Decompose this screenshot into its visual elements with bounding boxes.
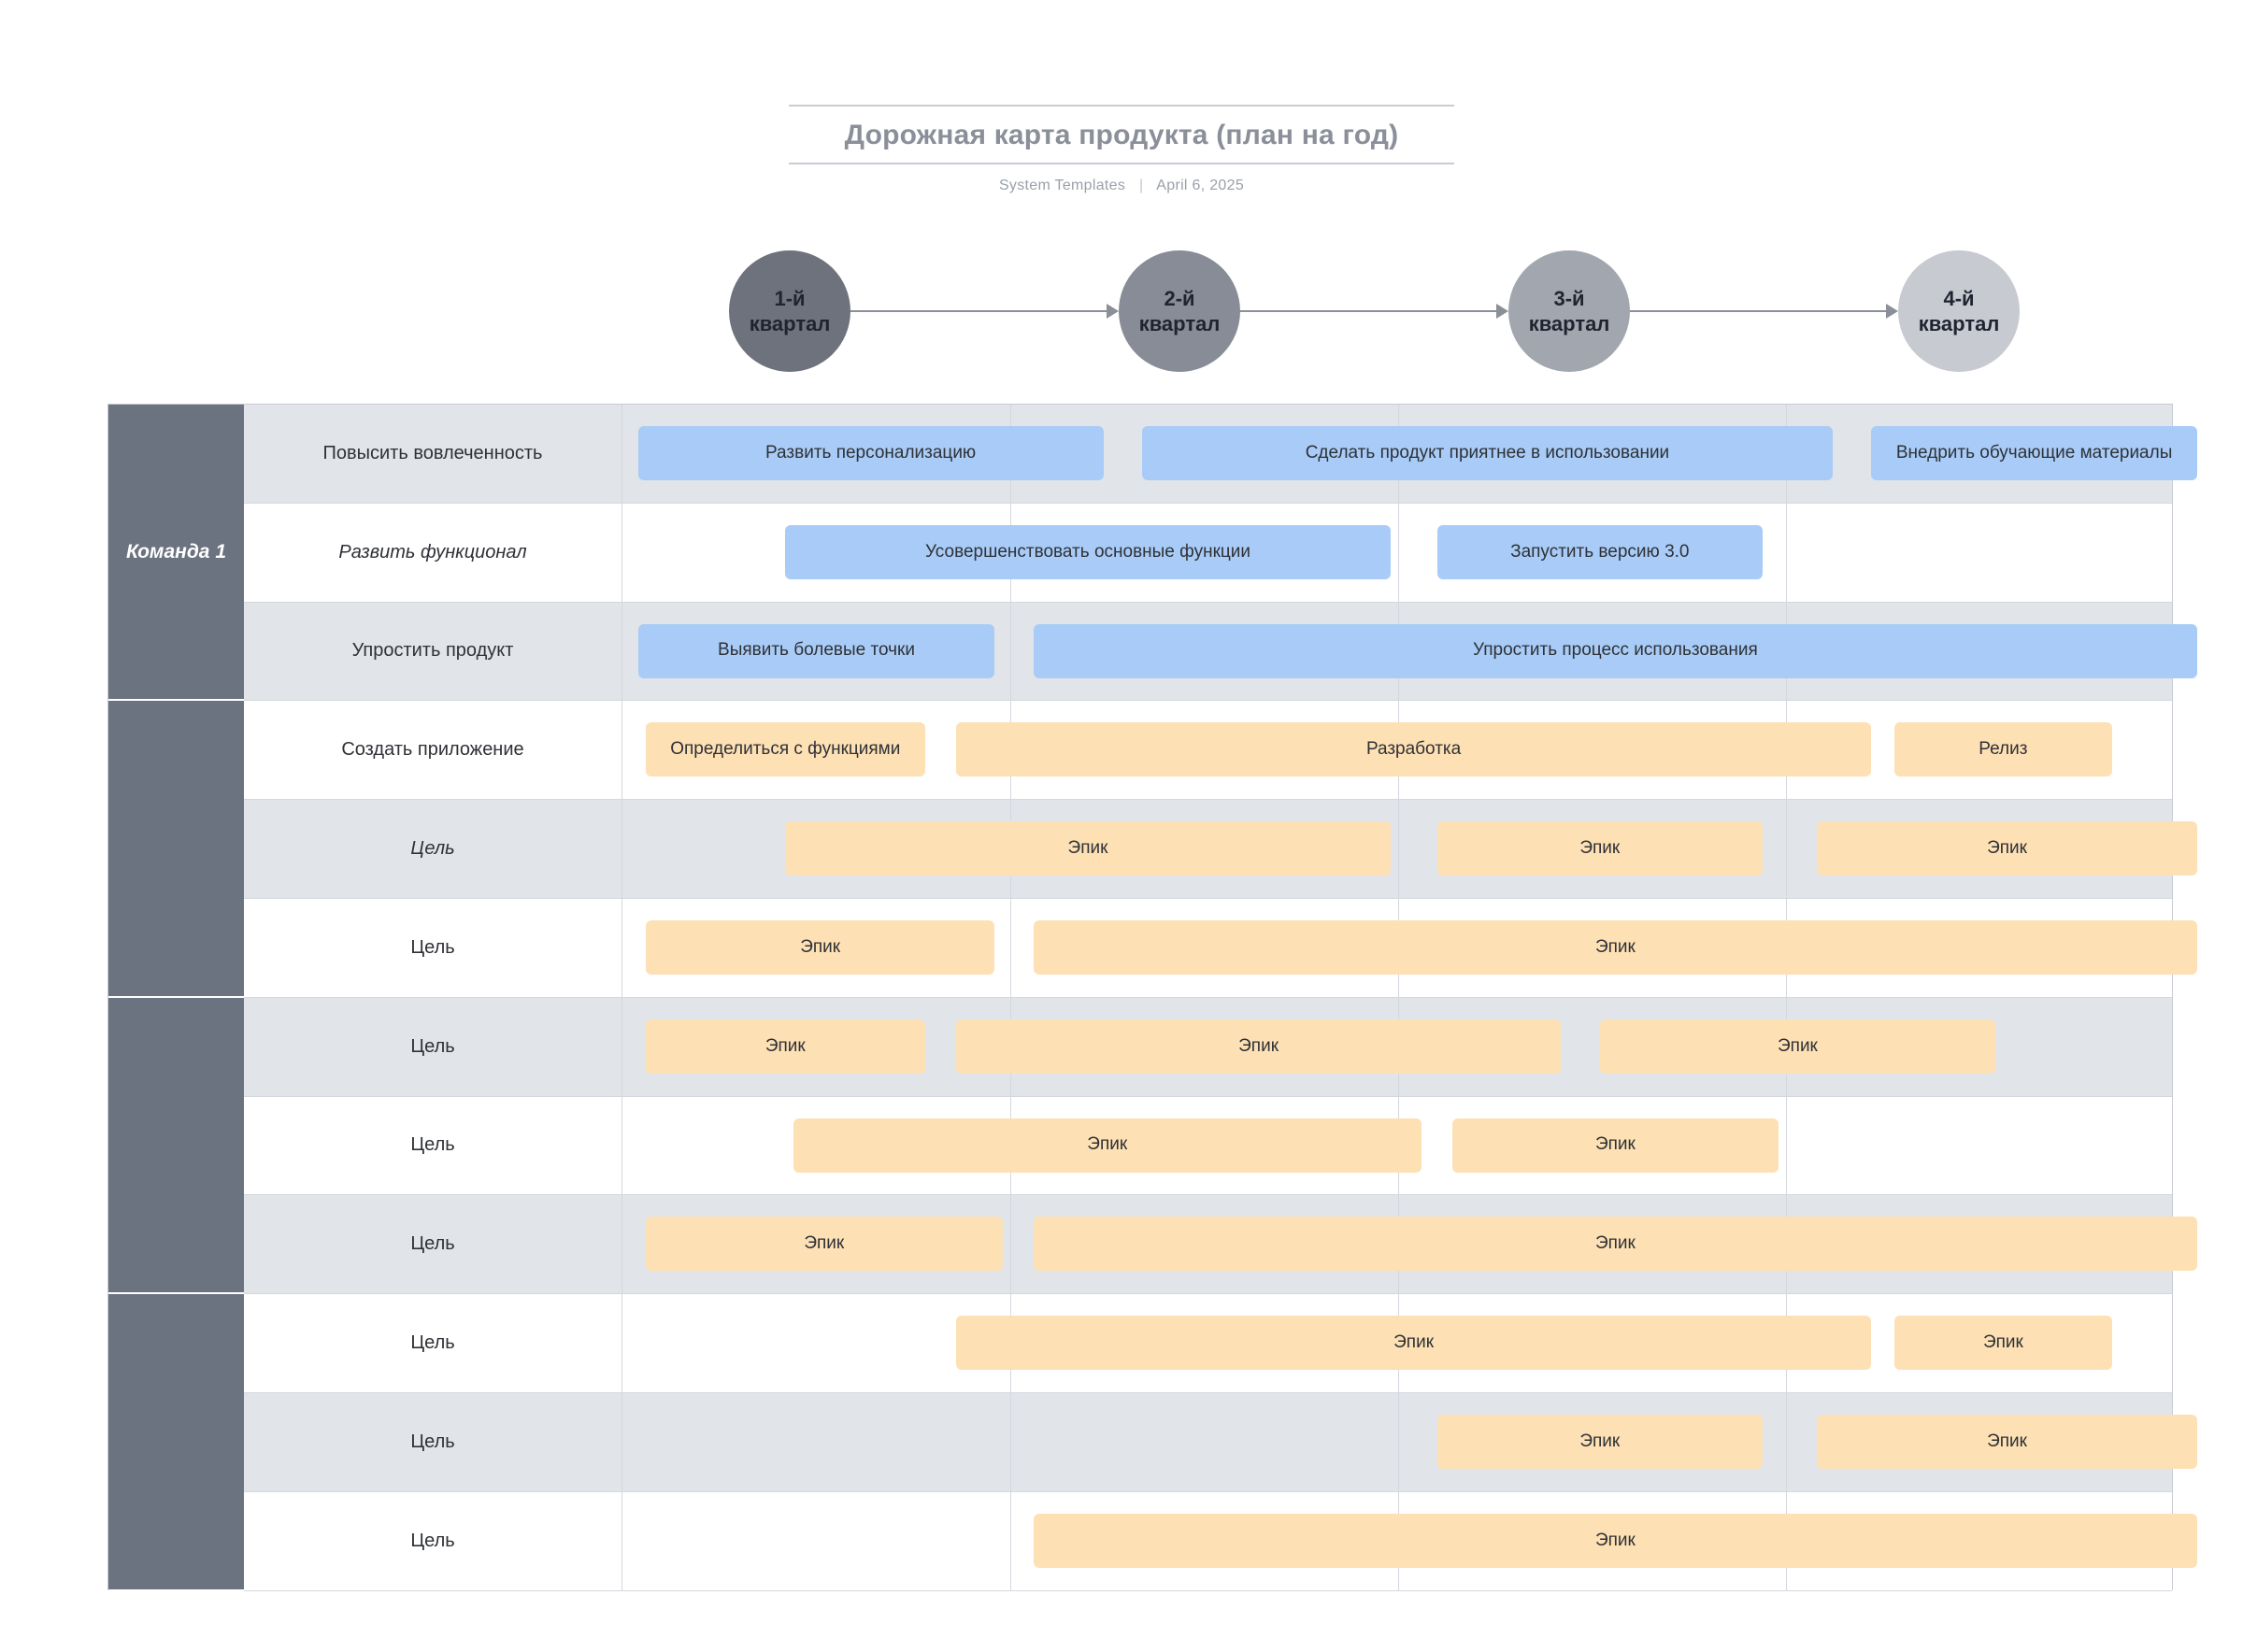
- timeline-bar[interactable]: Эпик: [1437, 1415, 1764, 1469]
- quarter-divider: [1786, 504, 1787, 602]
- team-group-label: [108, 701, 244, 997]
- row-lane: [622, 504, 2172, 602]
- timeline-bar[interactable]: Эпик: [956, 1019, 1561, 1074]
- quarter-divider: [1786, 1393, 1787, 1491]
- row-lane: [622, 899, 2172, 997]
- roadmap-row: [244, 701, 2172, 800]
- timeline-bar[interactable]: Упростить процесс использования: [1034, 624, 2197, 678]
- page-header: [0, 0, 2243, 194]
- timeline-bar[interactable]: Эпик: [1034, 920, 2197, 975]
- timeline-bar[interactable]: Релиз: [1894, 722, 2111, 776]
- quarter-divider: [1786, 800, 1787, 898]
- quarter-marker-1[interactable]: [729, 250, 850, 372]
- quarter-divider: [1010, 603, 1011, 701]
- roadmap-row: [244, 899, 2172, 998]
- quarter-connector-arrow-icon: [1496, 304, 1508, 319]
- timeline-bar[interactable]: Эпик: [1452, 1118, 1779, 1173]
- roadmap-row: [244, 800, 2172, 899]
- page-title: Дорожная карта продукта (план на год): [789, 105, 1455, 164]
- quarter-divider: [1010, 1195, 1011, 1293]
- quarter-label: 2-й квартал: [1138, 286, 1221, 335]
- timeline-bar[interactable]: Эпик: [646, 1019, 925, 1074]
- roadmap-row: [244, 1294, 2172, 1393]
- quarter-label: 3-й квартал: [1528, 286, 1610, 335]
- page-subtitle: [0, 178, 2243, 194]
- roadmap-board: [107, 404, 2173, 1590]
- timeline-bar[interactable]: Эпик: [646, 920, 995, 975]
- quarter-marker-3[interactable]: [1508, 250, 1630, 372]
- row-label: Цель: [244, 1195, 622, 1293]
- timeline-bar[interactable]: Выявить болевые точки: [638, 624, 995, 678]
- timeline-bar[interactable]: Эпик: [1894, 1316, 2111, 1370]
- quarter-timeline: [0, 250, 2243, 372]
- timeline-bar[interactable]: Разработка: [956, 722, 1871, 776]
- team-group-label: [108, 1294, 244, 1590]
- subtitle-source: System Templates: [998, 178, 1126, 193]
- subtitle-separator: |: [1138, 178, 1144, 193]
- timeline-bar[interactable]: Определиться с функциями: [646, 722, 925, 776]
- quarter-connector-arrow-icon: [1886, 304, 1898, 319]
- quarter-divider: [1398, 504, 1399, 602]
- quarter-divider: [1786, 1097, 1787, 1195]
- timeline-bar[interactable]: Эпик: [956, 1316, 1871, 1370]
- timeline-bar[interactable]: Эпик: [1817, 821, 2197, 876]
- quarter-marker-4[interactable]: [1898, 250, 2020, 372]
- timeline-bar[interactable]: Эпик: [1817, 1415, 2197, 1469]
- timeline-bar[interactable]: Сделать продукт приятнее в использовании: [1142, 426, 1833, 480]
- quarter-label: 4-й квартал: [1918, 286, 2000, 335]
- timeline-bar[interactable]: Эпик: [1034, 1514, 2197, 1568]
- row-lane: [622, 405, 2172, 503]
- quarter-connector-arrow-icon: [1107, 304, 1119, 319]
- row-label: Цель: [244, 899, 622, 997]
- timeline-bar[interactable]: Внедрить обучающие материалы: [1871, 426, 2197, 480]
- quarter-divider: [1010, 1492, 1011, 1590]
- row-label: Цель: [244, 800, 622, 898]
- timeline-bar[interactable]: Развить персонализацию: [638, 426, 1104, 480]
- roadmap-row: [244, 405, 2172, 504]
- row-lane: [622, 800, 2172, 898]
- row-lane: [622, 1294, 2172, 1392]
- row-lane: [622, 1393, 2172, 1491]
- timeline-bar[interactable]: Запустить версию 3.0: [1437, 525, 1764, 579]
- timeline-bar[interactable]: Усовершенствовать основные функции: [785, 525, 1390, 579]
- roadmap-rows: [244, 405, 2172, 1589]
- row-label: Цель: [244, 998, 622, 1096]
- row-lane: [622, 1195, 2172, 1293]
- row-label: Упростить продукт: [244, 603, 622, 701]
- row-label: Цель: [244, 1393, 622, 1491]
- timeline-bar[interactable]: Эпик: [646, 1217, 1003, 1271]
- quarter-divider: [1010, 1393, 1011, 1491]
- row-label: Цель: [244, 1097, 622, 1195]
- team-group-label: [108, 998, 244, 1294]
- row-label: Цель: [244, 1294, 622, 1392]
- roadmap-row: [244, 1097, 2172, 1196]
- quarter-marker-2[interactable]: [1119, 250, 1240, 372]
- row-lane: [622, 1492, 2172, 1590]
- row-lane: [622, 1097, 2172, 1195]
- roadmap-row: [244, 504, 2172, 603]
- roadmap-row: [244, 1195, 2172, 1294]
- quarter-divider: [1010, 899, 1011, 997]
- row-label: Создать приложение: [244, 701, 622, 799]
- roadmap-row: [244, 998, 2172, 1097]
- timeline-bar[interactable]: Эпик: [1600, 1019, 1995, 1074]
- roadmap-row: [244, 1393, 2172, 1492]
- row-lane: [622, 701, 2172, 799]
- quarter-connector-line: [1630, 310, 1886, 312]
- team-group-label: Команда 1: [108, 405, 244, 701]
- roadmap-row: [244, 603, 2172, 702]
- team-column: [108, 405, 244, 1589]
- timeline-bar[interactable]: Эпик: [1034, 1217, 2197, 1271]
- quarter-connector-line: [850, 310, 1107, 312]
- roadmap-row: [244, 1492, 2172, 1591]
- row-label: Повысить вовлеченность: [244, 405, 622, 503]
- timeline-bar[interactable]: Эпик: [1437, 821, 1764, 876]
- timeline-bar[interactable]: Эпик: [785, 821, 1390, 876]
- quarter-divider: [1398, 800, 1399, 898]
- row-lane: [622, 603, 2172, 701]
- quarter-connector-line: [1240, 310, 1496, 312]
- timeline-bar[interactable]: Эпик: [793, 1118, 1422, 1173]
- row-lane: [622, 998, 2172, 1096]
- row-label: Развить функционал: [244, 504, 622, 602]
- row-label: Цель: [244, 1492, 622, 1590]
- quarter-divider: [1398, 1393, 1399, 1491]
- quarter-label: 1-й квартал: [749, 286, 831, 335]
- subtitle-date: April 6, 2025: [1156, 178, 1245, 193]
